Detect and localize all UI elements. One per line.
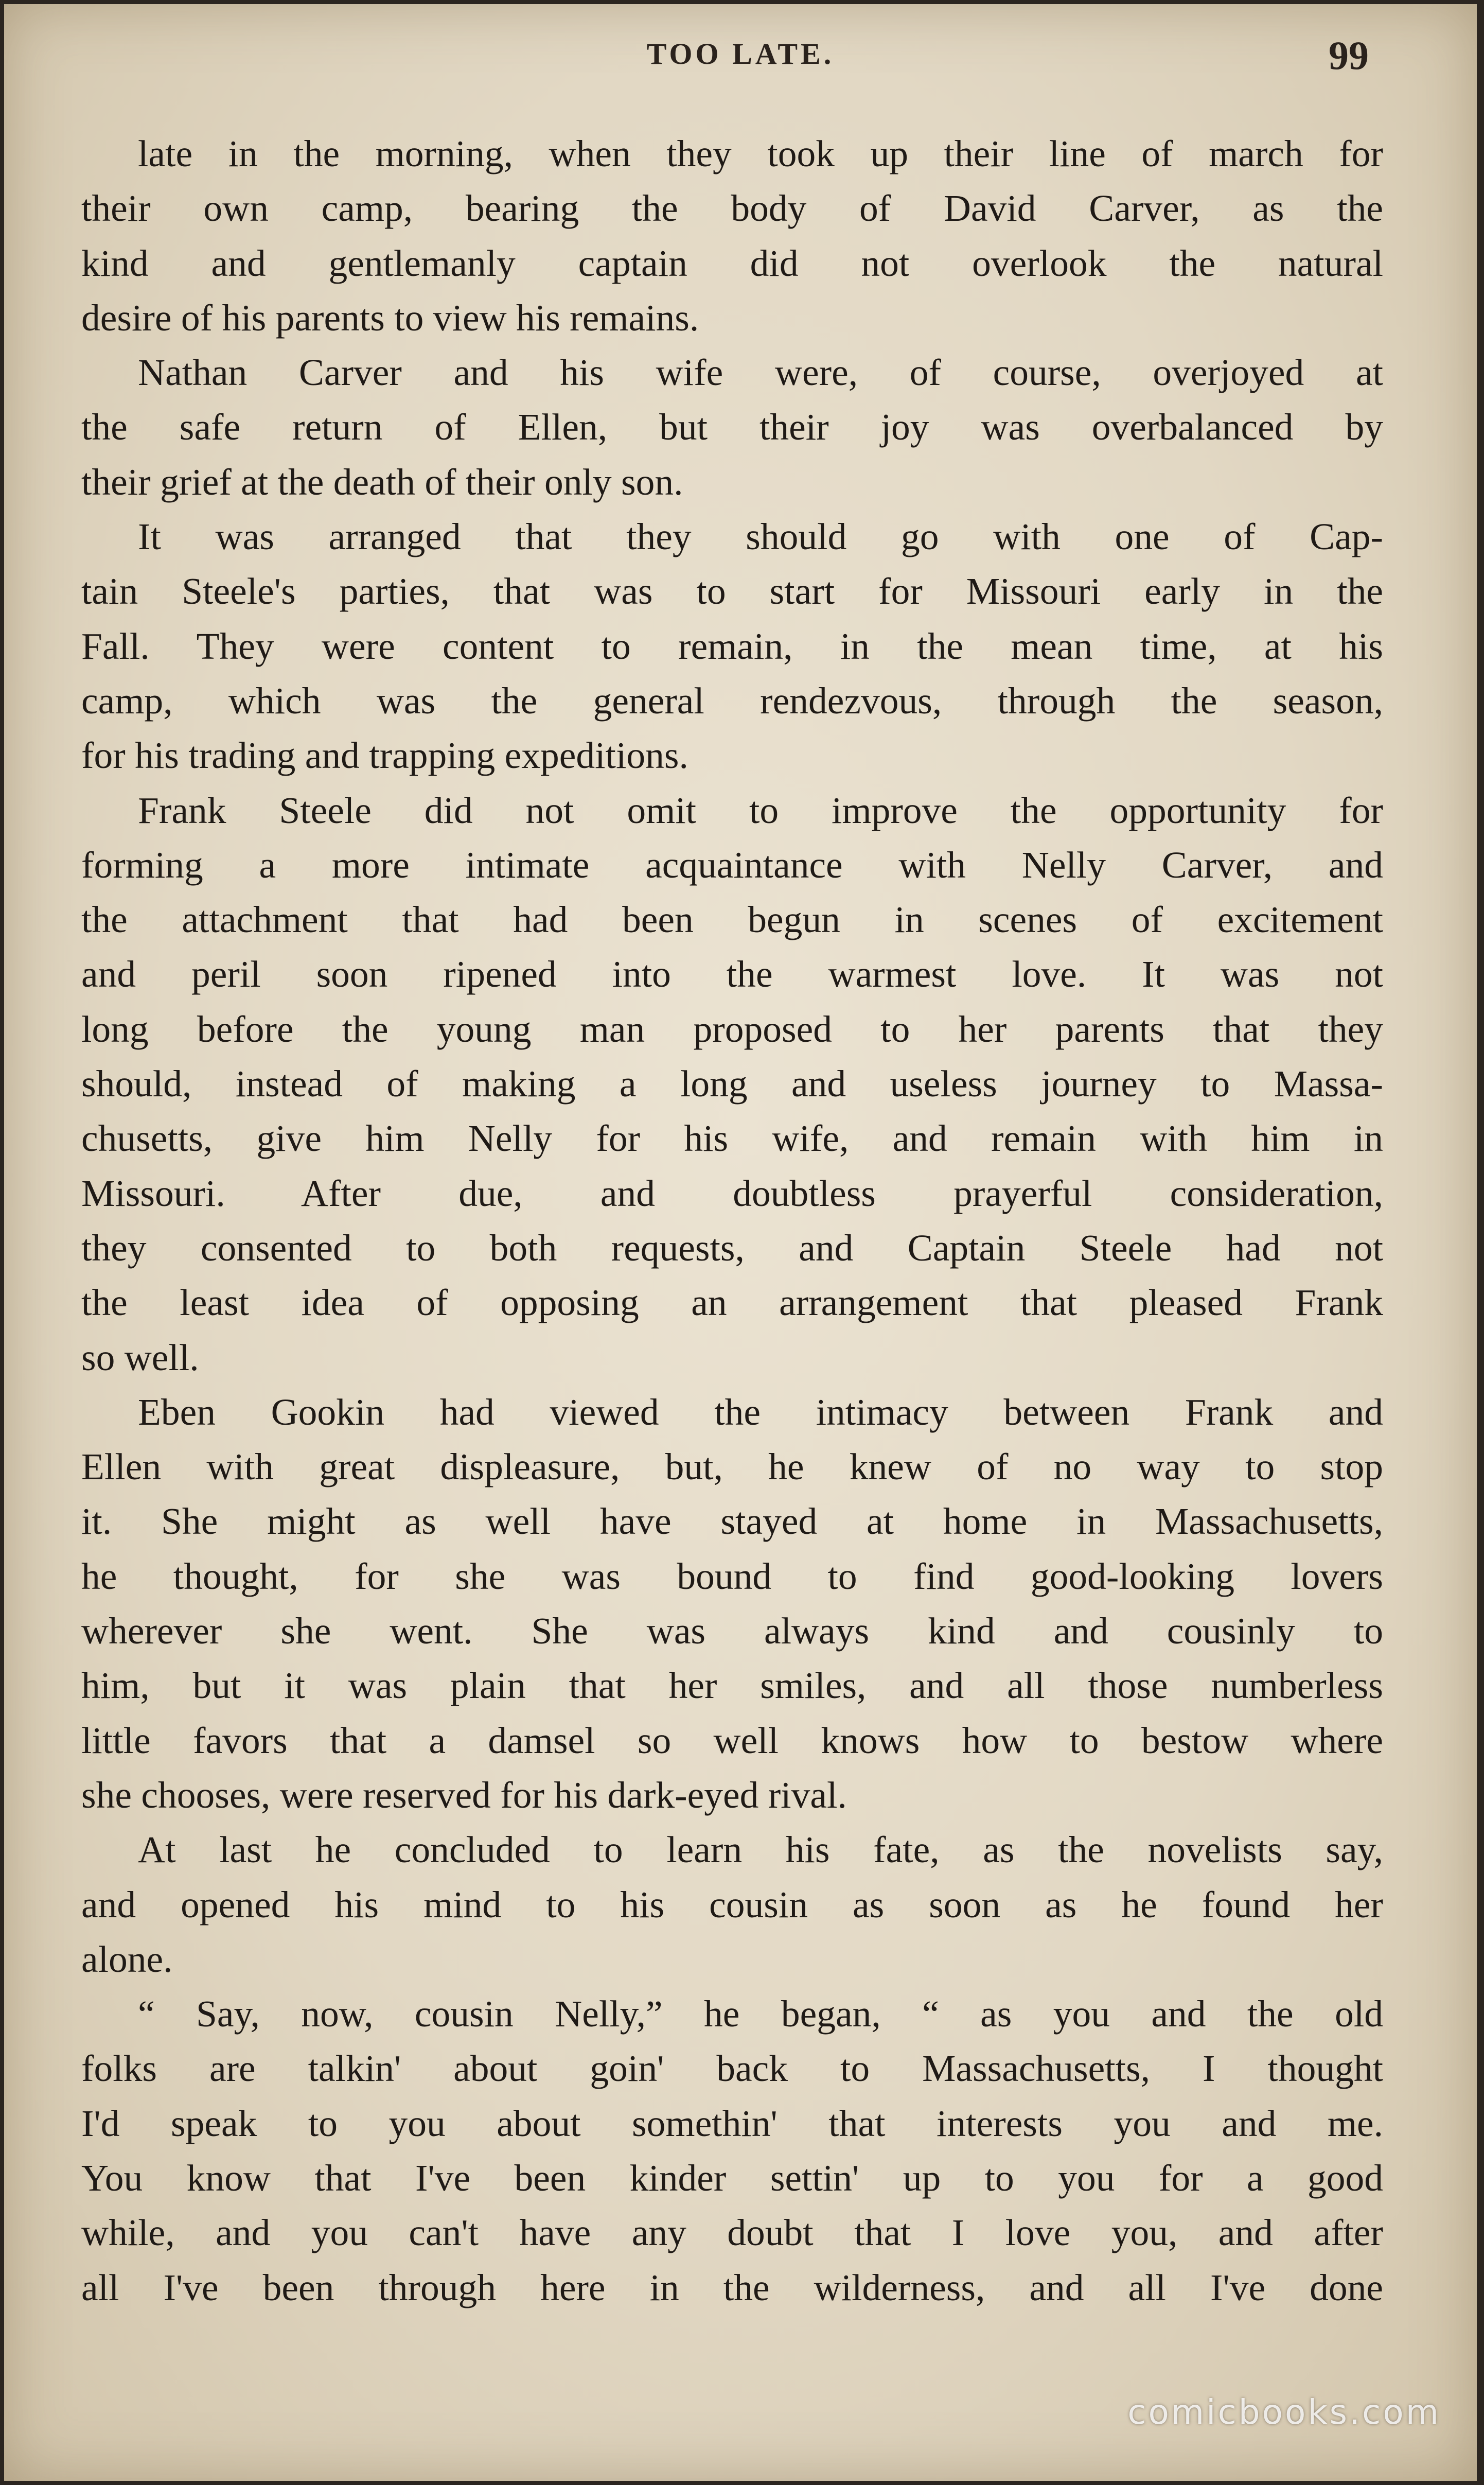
text-line: desire of his parents to view his remains. [81, 296, 699, 339]
text-line: Fall. They were content to remain, in the mean time, at his [81, 625, 1383, 667]
text-line: folks are talkin' about goin' back to Massachusetts, I thought [81, 2047, 1383, 2090]
text-line: their grief at the death of their only son. [81, 461, 683, 503]
text-line: wherever she went. She was always kind and cousinly to [81, 1610, 1383, 1652]
text-line: Nathan Carver and his wife were, of course, overjoyed at [138, 352, 1383, 394]
text-line: little favors that a damsel so well knows how to bestow where [81, 1719, 1383, 1761]
book-page [4, 4, 1477, 2481]
text-line: all I've been through here in the wilderness, and all I've done [81, 2266, 1383, 2308]
text-line: and peril soon ripened into the warmest love. It was not [81, 953, 1383, 995]
text-line: and opened his mind to his cousin as soon as he found her [81, 1883, 1383, 1926]
paragraph [81, 127, 1383, 345]
text-line: the attachment that had been begun in scenes of excitement [81, 899, 1383, 941]
paragraph [81, 1823, 1383, 1987]
text-line: It was arranged that they should go with one of Cap- [138, 516, 1383, 558]
text-line: I'd speak to you about somethin' that interests you and me. [81, 2102, 1383, 2144]
paragraph [81, 510, 1383, 783]
paragraph [81, 783, 1383, 1385]
text-line: they consented to both requests, and Captain Steele had not [81, 1227, 1383, 1269]
paragraph [81, 345, 1383, 510]
text-line: You know that I've been kinder settin' up to you for a good [81, 2157, 1383, 2199]
text-line: At last he concluded to learn his fate, as the novelists say, [138, 1829, 1383, 1871]
text-line: forming a more intimate acquaintance with Nelly Carver, and [81, 844, 1383, 886]
text-line: he thought, for she was bound to find good-looking lovers [81, 1555, 1383, 1597]
text-line: camp, which was the general rendezvous, through the season, [81, 679, 1383, 722]
running-title: TOO LATE. [646, 37, 835, 71]
text-line: so well. [81, 1336, 199, 1378]
text-line: late in the morning, when they took up their line of march for [138, 133, 1383, 174]
text-line: kind and gentlemanly captain did not overlook the natural [81, 242, 1383, 284]
text-line: for his trading and trapping expeditions. [81, 734, 688, 777]
text-line: Eben Gookin had viewed the intimacy between Frank and [138, 1391, 1383, 1433]
paragraph [81, 1987, 1383, 2315]
body-text [81, 127, 1383, 2315]
text-line: “ Say, now, cousin Nelly,” he began, “ as you and the old [138, 1993, 1383, 2035]
text-line: their own camp, bearing the body of David Carver, as the [81, 187, 1383, 230]
text-line: should, instead of making a long and useless journey to Massa- [81, 1063, 1383, 1105]
text-line: tain Steele's parties, that was to start for Missouri early in the [81, 570, 1383, 612]
page-number: 99 [1329, 33, 1369, 78]
text-line: it. She might as well have stayed at home in Massachusetts, [81, 1500, 1383, 1543]
text-line: Ellen with great displeasure, but, he knew of no way to stop [81, 1446, 1383, 1488]
text-line: the safe return of Ellen, but their joy was overbalanced by [81, 406, 1383, 448]
text-line: Frank Steele did not omit to improve the opportunity for [138, 789, 1383, 831]
text-line: long before the young man proposed to her parents that they [81, 1008, 1383, 1050]
text-line: she chooses, were reserved for his dark-eyed rival. [81, 1774, 847, 1816]
text-line: while, and you can't have any doubt that I love you, and after [81, 2212, 1383, 2254]
text-line: Missouri. After due, and doubtless prayerful consideration, [81, 1172, 1383, 1214]
text-line: the least idea of opposing an arrangement that pleased Frank [81, 1282, 1383, 1324]
text-line: alone. [81, 1938, 173, 1980]
text-line: chusetts, give him Nelly for his wife, and remain with him in [81, 1117, 1383, 1160]
text-line: him, but it was plain that her smiles, and all those numberless [81, 1665, 1383, 1707]
watermark-text: comicbooks.com [1127, 2392, 1441, 2432]
paragraph [81, 1385, 1383, 1823]
running-head [4, 32, 1477, 89]
